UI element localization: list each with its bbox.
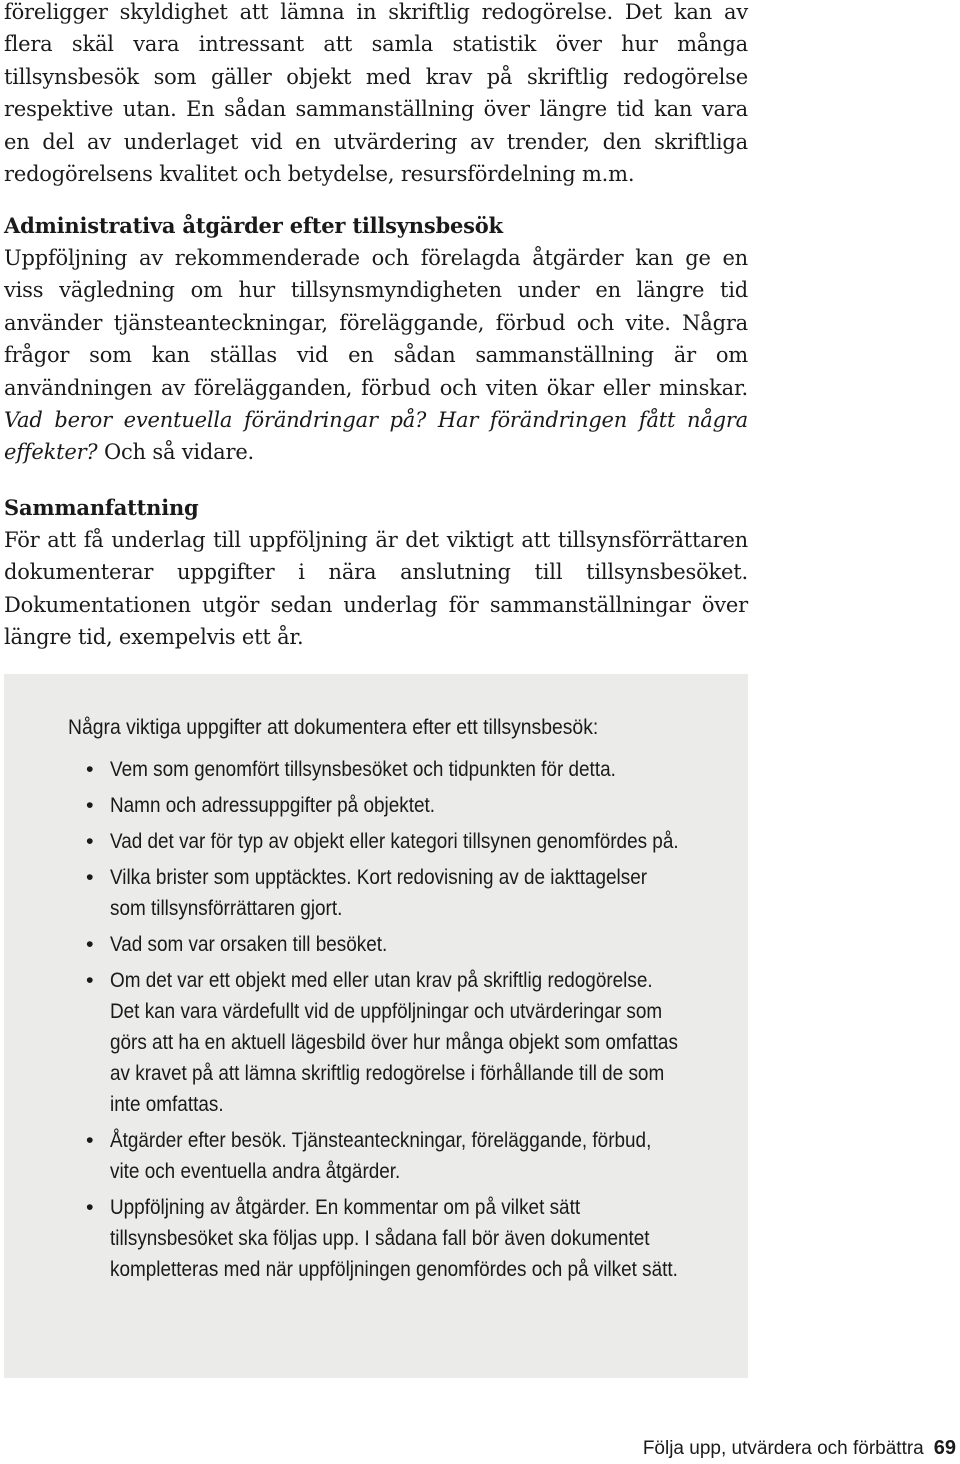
section-heading-sammanfattning: Sammanfattning (4, 495, 199, 520)
section-text-main: Uppföljning av rekommenderade och förelagda åtgärder kan ge en viss vägledning om hur tillsynsmyndigheten under en längre tid använder tjänsteanteckningar, föreläggande, förbud och vite. Några frågor som kan ställas vid en sådan sammanställning är om användningen av förelägganden, förbud och viten ökar eller minskar. (4, 246, 748, 400)
list-item (68, 965, 748, 1120)
list-item (68, 929, 748, 960)
list-item (68, 826, 748, 857)
list-item (68, 754, 748, 785)
bullet-icon: • (86, 932, 94, 956)
list-item-text: Om det var ett objekt med eller utan krav på skriftlig redogörelse. Det kan vara värdefullt vid de uppföljningar och utvärderingar som görs att ha en aktuell lägesbild över hur många objekt som omfattas av kravet på att lämna skriftlig redogörelse i förhållande till de som inte omfattas. (110, 968, 678, 1116)
list-item-text: Vad som var orsaken till besöket. (110, 932, 388, 956)
section-text-closing: Och så vidare. (103, 440, 255, 465)
intro-paragraph: föreligger skyldighet att lämna in skriftlig redogörelse. Det kan av flera skäl vara intressant att samla statistik över hur många tillsynsbesök som gäller objekt med krav på skriftlig redogörelse respektive utan. En sådan sammanställning över längre tid kan vara en del av underlaget vid en utvärdering av trender, den skriftliga redogörelsens kvalitet och betydelse, resursfördelning m.m. (4, 0, 748, 187)
section-heading-administrativa: Administrativa åtgärder efter tillsynsbesök (4, 213, 503, 238)
page-number: 69 (933, 1437, 956, 1459)
section-text-italic-questions: Vad beror eventuella förändringar på? Har förändringen fått några effekter? (4, 408, 748, 465)
section-text-sammanfattning: För att få underlag till uppföljning är det viktigt att tillsynsförrättaren dokumenterar uppgifter i nära anslutning till tillsynsbesöket. Dokumentationen utgör sedan underlag för sammanställningar över längre tid, exempelvis ett år. (4, 528, 748, 650)
bullet-icon: • (86, 793, 94, 817)
list-item-text: Åtgärder efter besök. Tjänsteanteckningar, föreläggande, förbud, vite och eventuella andra åtgärder. (110, 1128, 652, 1183)
running-title: Följa upp, utvärdera och förbättra (642, 1438, 924, 1459)
bullet-icon: • (86, 865, 94, 889)
list-item-text: Vem som genomfört tillsynsbesöket och tidpunkten för detta. (110, 757, 616, 781)
list-item-text: Namn och adressuppgifter på objektet. (110, 793, 435, 817)
list-item-text: Vilka brister som upptäcktes. Kort redovisning av de iakttagelser som tillsynsförrättaren gjort. (110, 865, 648, 920)
list-item (68, 790, 748, 821)
list-item (68, 862, 748, 924)
bullet-icon: • (86, 1195, 94, 1219)
bullet-icon: • (86, 968, 94, 992)
section-text-administrativa (4, 242, 748, 469)
list-item-text: Vad det var för typ av objekt eller kategori tillsynen genomfördes på. (110, 829, 679, 853)
fact-box-title: Några viktiga uppgifter att dokumentera efter ett tillsynsbesök: (68, 715, 599, 739)
fact-box (4, 674, 748, 1378)
bullet-icon: • (86, 1128, 94, 1152)
bullet-icon: • (86, 829, 94, 853)
page-footer (643, 1436, 956, 1461)
list-item-text: Uppföljning av åtgärder. En kommentar om på vilket sätt tillsynsbesöket ska följas upp. I sådana fall bör även dokumentet kompletteras med när uppföljningen genomfördes och på vilket sätt. (110, 1195, 678, 1281)
list-item (68, 1192, 748, 1285)
bullet-icon: • (86, 757, 94, 781)
fact-box-list (68, 754, 748, 1290)
list-item (68, 1125, 748, 1187)
